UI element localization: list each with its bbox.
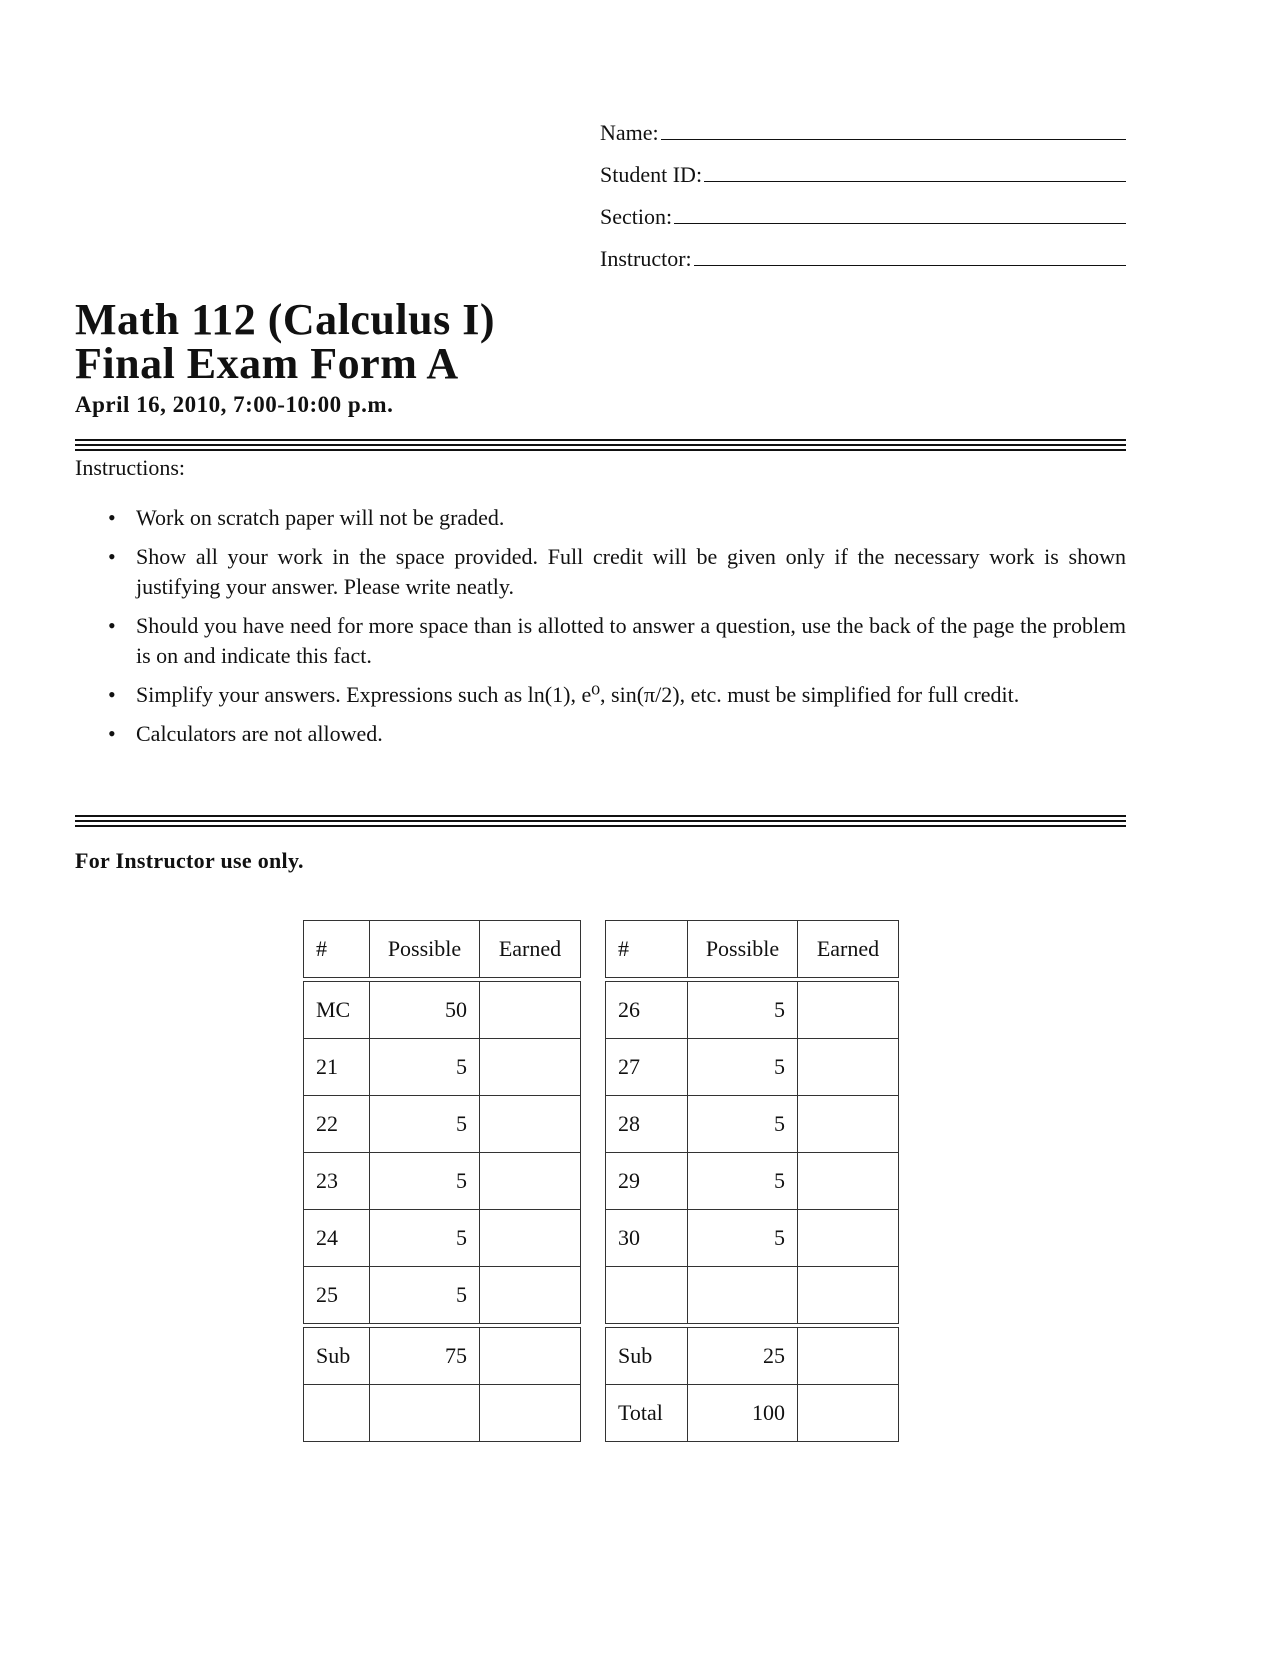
grade-table-totals [303,1327,581,1442]
points-earned-cell[interactable] [798,982,899,1039]
question-number: 30 [606,1210,688,1267]
subtotal-row [606,1328,899,1385]
total-possible: 100 [688,1385,798,1442]
empty-cell [480,1385,581,1442]
total-row [606,1385,899,1442]
table-row [606,1267,899,1324]
points-earned-cell[interactable] [480,1267,581,1324]
bottom-divider [75,815,1126,830]
table-row [606,1039,899,1096]
table-row [606,1153,899,1210]
table-row [606,1210,899,1267]
grade-table-body [605,981,899,1324]
table-header-row [606,921,899,978]
question-number: 25 [304,1267,370,1324]
table-row [606,982,899,1039]
instructions-heading: Instructions: [75,455,185,480]
instructor-label: Instructor: [600,246,692,271]
points-possible: 5 [688,1210,798,1267]
student-info-fields [600,104,1126,272]
grade-table-right [605,920,899,1445]
question-number: MC [304,982,370,1039]
points-possible: 5 [688,982,798,1039]
points-possible: 50 [370,982,480,1039]
subtotal-label: Sub [304,1328,370,1385]
question-number: 26 [606,982,688,1039]
instructor-use-heading: For Instructor use only. [75,848,304,873]
student-id-blank-line[interactable] [704,181,1126,182]
name-blank-line[interactable] [661,139,1126,140]
table-row [304,1385,581,1442]
table-row [304,1267,581,1324]
subtotal-possible: 75 [370,1328,480,1385]
name-label: Name: [600,120,659,145]
table-row [304,1153,581,1210]
grade-table-totals [605,1327,899,1442]
points-possible: 5 [688,1096,798,1153]
header-possible: Possible [370,921,480,978]
subtotal-label: Sub [606,1328,688,1385]
table-row [304,1039,581,1096]
instruction-item: • Calculators are not allowed. [108,719,1126,749]
name-field[interactable] [600,104,1126,146]
empty-cell [606,1267,688,1324]
header-number: # [304,921,370,978]
points-earned-cell[interactable] [480,1096,581,1153]
points-possible: 5 [370,1210,480,1267]
question-number: 27 [606,1039,688,1096]
empty-cell [304,1385,370,1442]
instructor-blank-line[interactable] [694,265,1126,266]
question-number: 22 [304,1096,370,1153]
grade-table-left [303,920,581,1445]
question-number: 21 [304,1039,370,1096]
section-field[interactable] [600,188,1126,230]
student-id-label: Student ID: [600,162,703,187]
subtotal-row [304,1328,581,1385]
table-row [304,1210,581,1267]
points-earned-cell[interactable] [798,1153,899,1210]
student-id-field[interactable] [600,146,1126,188]
instructions-list [108,503,1126,758]
points-possible: 5 [370,1096,480,1153]
table-row [304,1096,581,1153]
grade-table-header [605,920,899,978]
instructor-field[interactable] [600,230,1126,272]
points-earned-cell[interactable] [480,1210,581,1267]
points-earned-cell[interactable] [480,1153,581,1210]
instruction-item: • Show all your work in the space provided. Full credit will be given only if the necessary work is shown justifying your answer. Please write neatly. [108,542,1126,602]
header-number: # [606,921,688,978]
table-row [606,1096,899,1153]
header-earned: Earned [798,921,899,978]
instruction-item: • Simplify your answers. Expressions such as ln(1), e⁰, sin(π/2), etc. must be simplified for full credit. [108,680,1126,710]
points-earned-cell[interactable] [480,982,581,1039]
points-earned-cell[interactable] [798,1096,899,1153]
grade-table-header [303,920,581,978]
total-label: Total [606,1385,688,1442]
subtotal-earned-cell[interactable] [798,1328,899,1385]
top-divider [75,439,1126,454]
instruction-item: • Should you have need for more space than is allotted to answer a question, use the back of the page the problem is on and indicate this fact. [108,611,1126,671]
exam-form-title: Final Exam Form A [75,339,459,388]
grade-table-body [303,981,581,1324]
question-number: 28 [606,1096,688,1153]
points-possible: 5 [370,1039,480,1096]
points-earned-cell[interactable] [798,1039,899,1096]
empty-cell [370,1385,480,1442]
points-possible: 5 [688,1153,798,1210]
empty-cell [688,1267,798,1324]
exam-title-block [75,295,495,418]
subtotal-possible: 25 [688,1328,798,1385]
table-row [304,982,581,1039]
table-header-row [304,921,581,978]
points-possible: 5 [370,1153,480,1210]
course-title: Math 112 (Calculus I) [75,295,495,344]
header-earned: Earned [480,921,581,978]
section-blank-line[interactable] [674,223,1126,224]
points-possible: 5 [688,1039,798,1096]
total-earned-cell[interactable] [798,1385,899,1442]
exam-date: April 16, 2010, 7:00-10:00 p.m. [75,392,394,417]
instruction-item: • Work on scratch paper will not be graded. [108,503,1126,533]
points-earned-cell[interactable] [798,1210,899,1267]
points-possible: 5 [370,1267,480,1324]
subtotal-earned-cell[interactable] [480,1328,581,1385]
empty-cell [798,1267,899,1324]
question-number: 29 [606,1153,688,1210]
points-earned-cell[interactable] [480,1039,581,1096]
question-number: 24 [304,1210,370,1267]
header-possible: Possible [688,921,798,978]
section-label: Section: [600,204,673,229]
question-number: 23 [304,1153,370,1210]
